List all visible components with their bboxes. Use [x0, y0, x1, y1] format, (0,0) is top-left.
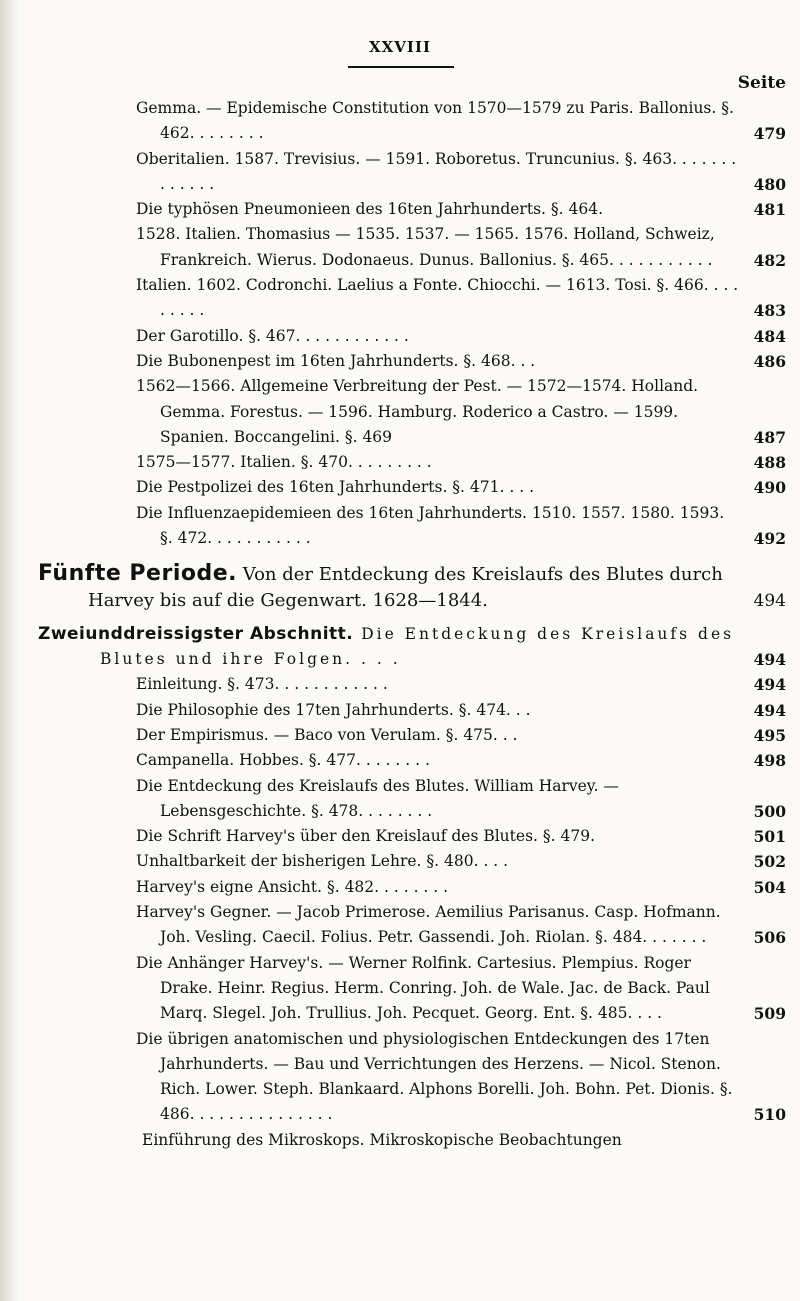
toc-entry-text: Einleitung. §. 473. . . . . . . . . . . . [136, 675, 388, 694]
toc-entry [0, 450, 800, 475]
toc-entry [0, 698, 800, 723]
periode-heading [0, 561, 800, 614]
toc-entry [0, 222, 800, 273]
toc-list-a [0, 96, 800, 551]
toc-entry-page: 479 [753, 124, 786, 144]
toc-entry [0, 374, 800, 450]
toc-entry [0, 774, 800, 825]
toc-entry [0, 900, 800, 951]
toc-entry [0, 723, 800, 748]
abschnitt-heading [0, 622, 800, 672]
toc-entry-page: 501 [753, 827, 786, 847]
toc-entry-text: Harvey's Gegner. — Jacob Primerose. Aemilius Parisanus. Casp. Hofmann. Joh. Vesling. Caecil. Folius. Petr. Gassendi. Joh. Riolan. §. 484. . . . . . . [136, 903, 721, 947]
abschnitt-text: Die Entdeckung des Kreislaufs des Blutes und ihre Folgen. . . . [100, 625, 735, 669]
toc-entry-page: 483 [753, 301, 786, 321]
toc-entry-text: Die typhösen Pneumonieen des 16ten Jahrhunderts. §. 464. [136, 200, 603, 219]
toc-entry-page: 502 [753, 852, 786, 872]
toc-entry [0, 875, 800, 900]
toc-entry [0, 96, 800, 147]
toc-entry-page: 492 [753, 529, 786, 549]
toc-entry [0, 1027, 800, 1128]
toc-entry-page: 494 [753, 700, 786, 720]
toc-entry-page: 510 [753, 1105, 786, 1125]
toc-entry-text: Der Garotillo. §. 467. . . . . . . . . . . . [136, 326, 409, 345]
toc-entry-page: 490 [753, 478, 786, 498]
toc-entry [0, 147, 800, 198]
toc-entry-page: 506 [753, 928, 786, 948]
toc-entry-text: Italien. 1602. Codronchi. Laelius a Fonte. Chiocchi. — 1613. Tosi. §. 466. . . . . . . . . [136, 276, 739, 320]
toc-entry-text: Die Schrift Harvey's über den Kreislauf des Blutes. §. 479. [136, 827, 595, 846]
toc-entry-page: 504 [753, 877, 786, 897]
toc-entry [0, 324, 800, 349]
toc-entry-text: 1575—1577. Italien. §. 470. . . . . . . . . [136, 453, 432, 472]
toc-entry-page: 487 [753, 427, 786, 447]
toc-entry [0, 273, 800, 324]
toc-entry-page: 480 [753, 174, 786, 194]
toc-entry-text: Harvey's eigne Ansicht. §. 482. . . . . . . . [136, 877, 449, 896]
toc-entry [0, 824, 800, 849]
toc-entry-page: 488 [753, 453, 786, 473]
toc-entries [0, 96, 800, 1153]
toc-entry-text: 1562—1566. Allgemeine Verbreitung der Pest. — 1572—1574. Holland. Gemma. Forestus. — 1596. Hamburg. Roderico a Castro. — 1599. Spanien. Boccangelini. §. 469 [136, 377, 699, 446]
abschnitt-page: 494 [753, 650, 786, 670]
page-number-header: XXVIII [369, 38, 431, 56]
toc-entry-text: 1528. Italien. Thomasius — 1535. 1537. — 1565. 1576. Holland, Schweiz, Frankreich. Wierus. Dodonaeus. Dunus. Ballonius. §. 465. . . . . . . . . . . [136, 225, 715, 269]
toc-entry-page: 494 [753, 675, 786, 695]
toc-entry-page: 498 [753, 751, 786, 771]
toc-entry-page: 481 [753, 200, 786, 220]
toc-entry [0, 672, 800, 697]
seite-label: Seite [737, 73, 786, 93]
toc-entry-text: Die übrigen anatomischen und physiologischen Entdeckungen des 17ten Jahrhunderts. — Bau und Verrichtungen des Herzens. — Nicol. Stenon. Rich. Lower. Steph. Blankaard. Alphons Borelli. Joh. Bohn. Pet. Dionis. §. 486. . . . . . . . . . . . . . . [136, 1029, 733, 1124]
toc-entry-page: 482 [753, 250, 786, 270]
toc-entry-text: Unhaltbarkeit der bisherigen Lehre. §. 480. . . . [136, 852, 509, 871]
toc-list-b [0, 672, 800, 1127]
toc-entry-text: Die Pestpolizei des 16ten Jahrhunderts. §. 471. . . . [136, 478, 534, 497]
toc-entry-text: Die Anhänger Harvey's. — Werner Rolfink. Cartesius. Plempius. Roger Drake. Heinr. Regius. Herm. Conring. Joh. de Wale. Jac. de Back. Paul Marq. Slegel. Joh. Trullius. Joh. Pecquet. Georg. Ent. §. 485. . . . [136, 953, 710, 1023]
toc-entry-page: 486 [753, 351, 786, 371]
toc-entry [0, 475, 800, 500]
toc-entry-page: 484 [753, 326, 786, 346]
toc-entry-page: 500 [753, 801, 786, 821]
toc-last-line: Einführung des Mikroskops. Mikroskopische Beobachtungen [142, 1130, 622, 1149]
toc-entry [0, 197, 800, 222]
toc-entry-text: Die Philosophie des 17ten Jahrhunderts. §. 474. . . [136, 700, 531, 719]
toc-entry-text: Die Bubonenpest im 16ten Jahrhunderts. §. 468. . . [136, 351, 536, 370]
periode-label: Fünfte Periode. [38, 561, 238, 587]
periode-page: 494 [753, 591, 786, 612]
abschnitt-label: Zweiunddreissigster Abschnitt. [38, 624, 354, 645]
toc-entry-text: Oberitalien. 1587. Trevisius. — 1591. Roboretus. Truncunius. §. 463. . . . . . . . . . . . . [136, 149, 737, 193]
toc-entry-text: Die Entdeckung des Kreislaufs des Blutes. William Harvey. — Lebensgeschichte. §. 478. . . . . . . . [136, 776, 619, 820]
toc-entry [0, 849, 800, 874]
toc-entry-page: 509 [753, 1004, 786, 1024]
toc-entry [0, 951, 800, 1027]
header-rule [348, 66, 454, 68]
toc-entry [0, 501, 800, 552]
toc-entry-text: Campanella. Hobbes. §. 477. . . . . . . . [136, 751, 430, 770]
toc-entry [0, 748, 800, 773]
toc-entry [0, 349, 800, 374]
toc-entry-text: Gemma. — Epidemische Constitution von 1570—1579 zu Paris. Ballonius. §. 462. . . . . . . . [136, 99, 734, 143]
periode-text: Von der Entdeckung des Kreislaufs des Blutes durch Harvey bis auf die Gegenwart. 1628—1844. [88, 564, 723, 612]
toc-entry-text: Die Influenzaepidemieen des 16ten Jahrhunderts. 1510. 1557. 1580. 1593. §. 472. . . . . . . . . . . [136, 503, 725, 548]
toc-entry-page: 495 [753, 725, 786, 745]
toc-entry-text: Der Empirismus. — Baco von Verulam. §. 475. . . [136, 725, 518, 744]
